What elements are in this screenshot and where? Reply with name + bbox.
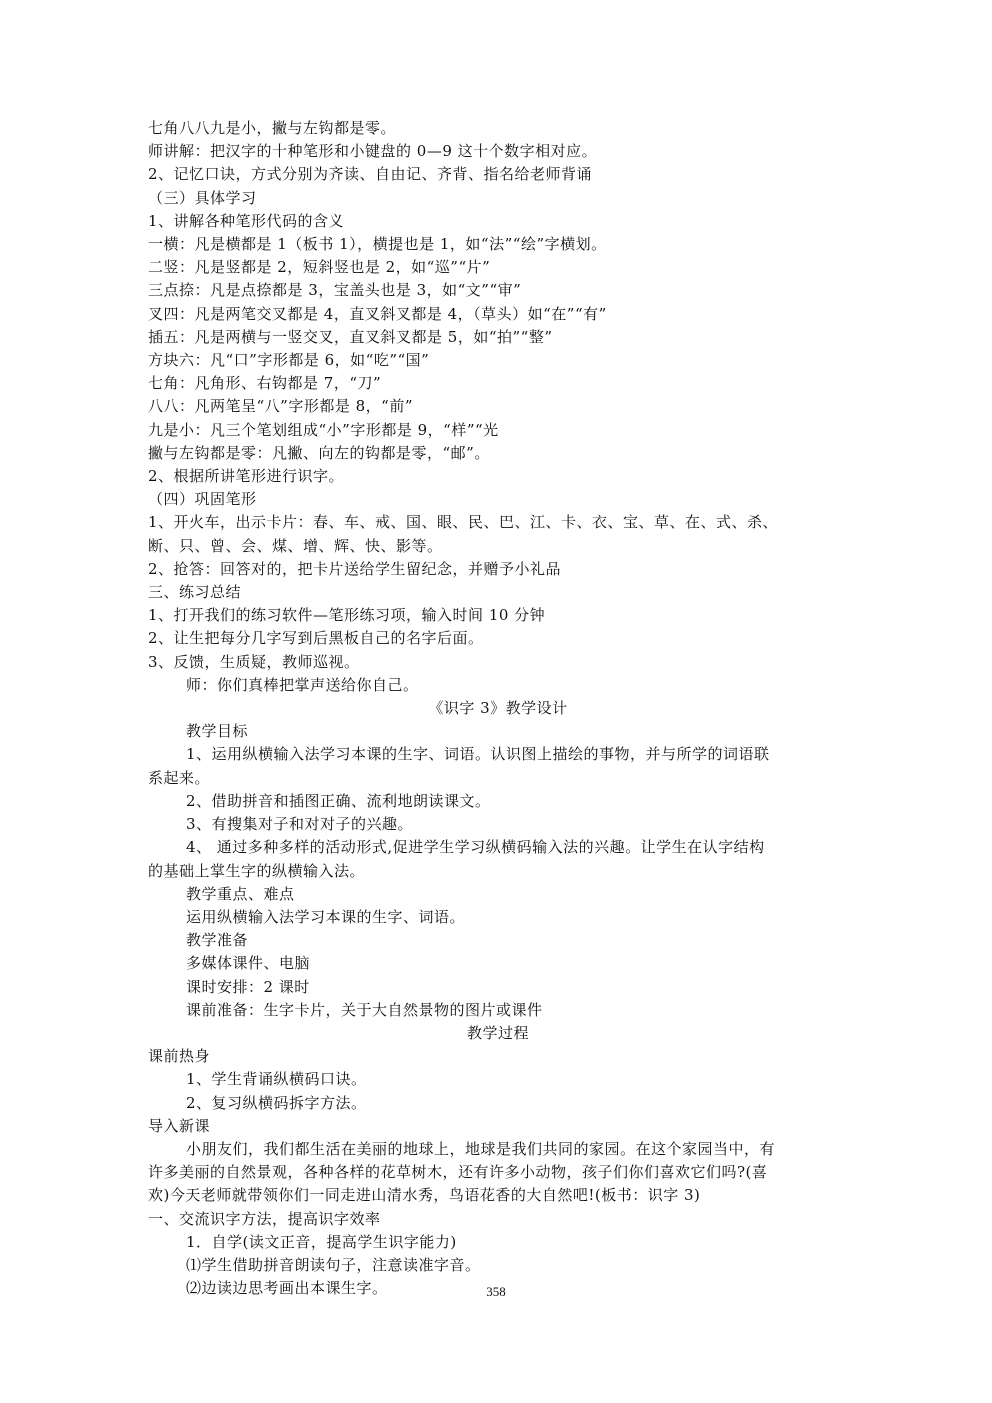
text-line: 课时安排：2 课时 (186, 977, 310, 996)
text-line: 1、开火车，出示卡片：春、车、戒、国、眼、民、巴、江、卡、衣、宝、草、在、式、杀、 (148, 513, 779, 532)
section-heading: 教学过程 (466, 1023, 529, 1042)
text-line: （四）巩固笔形 (148, 490, 257, 509)
text-line: 二竖：凡是竖都是 2，短斜竖也是 2，如“巡”“片” (148, 258, 491, 277)
text-line: 八八：凡两笔呈“八”字形都是 8，“前” (148, 397, 413, 416)
text-line: 许多美丽的自然景观，各种各样的花草树木，还有许多小动物，孩子们你们喜欢它们吗?(喜 (148, 1163, 768, 1182)
section-heading: 《识字 3》教学设计 (428, 699, 568, 718)
text-line: 断、只、曾、会、煤、增、辉、快、影等。 (148, 536, 443, 555)
text-line: （三）具体学习 (148, 188, 257, 207)
text-line: 2、记忆口诀，方式分别为齐读、自由记、齐背、指名给老师背诵 (148, 165, 593, 184)
text-line: 2、抢答：回答对的，把卡片送给学生留纪念，并赠予小礼品 (148, 559, 562, 578)
text-line: 一、交流识字方法，提高识字效率 (148, 1209, 381, 1228)
text-line: 运用纵横输入法学习本课的生字、词语。 (186, 907, 466, 926)
text-line: 1．自学(读文正音，提高学生识字能力) (186, 1232, 457, 1251)
text-line: ⑴学生借助拼音朗读句子，注意读准字音。 (186, 1255, 481, 1274)
text-line: 七角八八九是小，撇与左钩都是零。 (148, 119, 397, 137)
text-line: 4、 通过多种多样的活动形式,促进学生学习纵横码输入法的兴趣。让学生在认字结构 (186, 838, 765, 857)
text-line: 2、让生把每分几字写到后黑板自己的名字后面。 (148, 629, 484, 648)
text-line: 导入新课 (148, 1116, 211, 1135)
text-line: 七角：凡角形、右钩都是 7，“刀” (148, 374, 382, 393)
text-line: 教学重点、难点 (186, 884, 295, 903)
text-line: 教学准备 (186, 931, 249, 950)
text-line: 一横：凡是横都是 1（板书 1），横提也是 1，如“法”“绘”字横划。 (148, 235, 607, 254)
text-line: 1、运用纵横输入法学习本课的生字、词语。认识图上描绘的事物，并与所学的词语联 (186, 745, 770, 764)
text-line: 3、有搜集对子和对对子的兴趣。 (186, 815, 414, 834)
text-line: 九是小：凡三个笔划组成“小”字形都是 9，“样”“光 (148, 420, 499, 439)
text-line: 叉四：凡是两笔交叉都是 4，直叉斜叉都是 4，（草头）如“在”“有” (148, 304, 607, 323)
text-line: 3、反馈，生质疑，教师巡视。 (148, 652, 360, 671)
text-line: 撇与左钩都是零：凡撇、向左的钩都是零，“邮”。 (148, 443, 490, 462)
text-line: 2、借助拼音和插图正确、流利地朗读课文。 (186, 791, 491, 810)
page-number: 358 (486, 1284, 506, 1299)
text-line: 多媒体课件、电脑 (186, 954, 311, 973)
text-line: 1、讲解各种笔形代码的含义 (148, 211, 345, 230)
text-line: 小朋友们，我们都生活在美丽的地球上，地球是我们共同的家园。在这个家园当中，有 (186, 1139, 776, 1158)
text-line: 课前准备：生字卡片，关于大自然景物的图片或课件 (186, 1000, 543, 1019)
text-line: 的基础上掌生字的纵横输入法。 (148, 861, 366, 880)
text-line: 插五：凡是两横与一竖交叉，直叉斜叉都是 5，如“拍”“整” (148, 327, 553, 346)
text-line: 欢)今天老师就带领你们一同走进山清水秀，鸟语花香的大自然吧!(板书：识字 3) (148, 1186, 701, 1205)
text-line: 师：你们真棒把掌声送给你自己。 (186, 675, 419, 694)
text-line: 2、根据所讲笔形进行识字。 (148, 467, 345, 486)
text-line: ⑵边读边思考画出本课生字。 (186, 1279, 388, 1298)
text-line: 课前热身 (148, 1047, 211, 1066)
text-line: 系起来。 (148, 768, 211, 787)
text-line: 1、学生背诵纵横码口诀。 (186, 1070, 367, 1089)
text-line: 三点捺：凡是点捺都是 3，宝盖头也是 3，如“文”“审” (148, 281, 522, 300)
text-line: 三、练习总结 (148, 583, 242, 602)
text-line: 师讲解：把汉字的十种笔形和小键盘的 0—9 这十个数字相对应。 (148, 142, 598, 161)
text-line: 教学目标 (186, 722, 249, 741)
text-line: 方块六：凡“口”字形都是 6，如“吃”“国” (148, 351, 430, 370)
body-text (148, 117, 848, 1300)
text-line: 2、复习纵横码拆字方法。 (186, 1093, 367, 1112)
text-line: 1、打开我们的练习软件—笔形练习项，输入时间 10 分钟 (148, 606, 546, 625)
